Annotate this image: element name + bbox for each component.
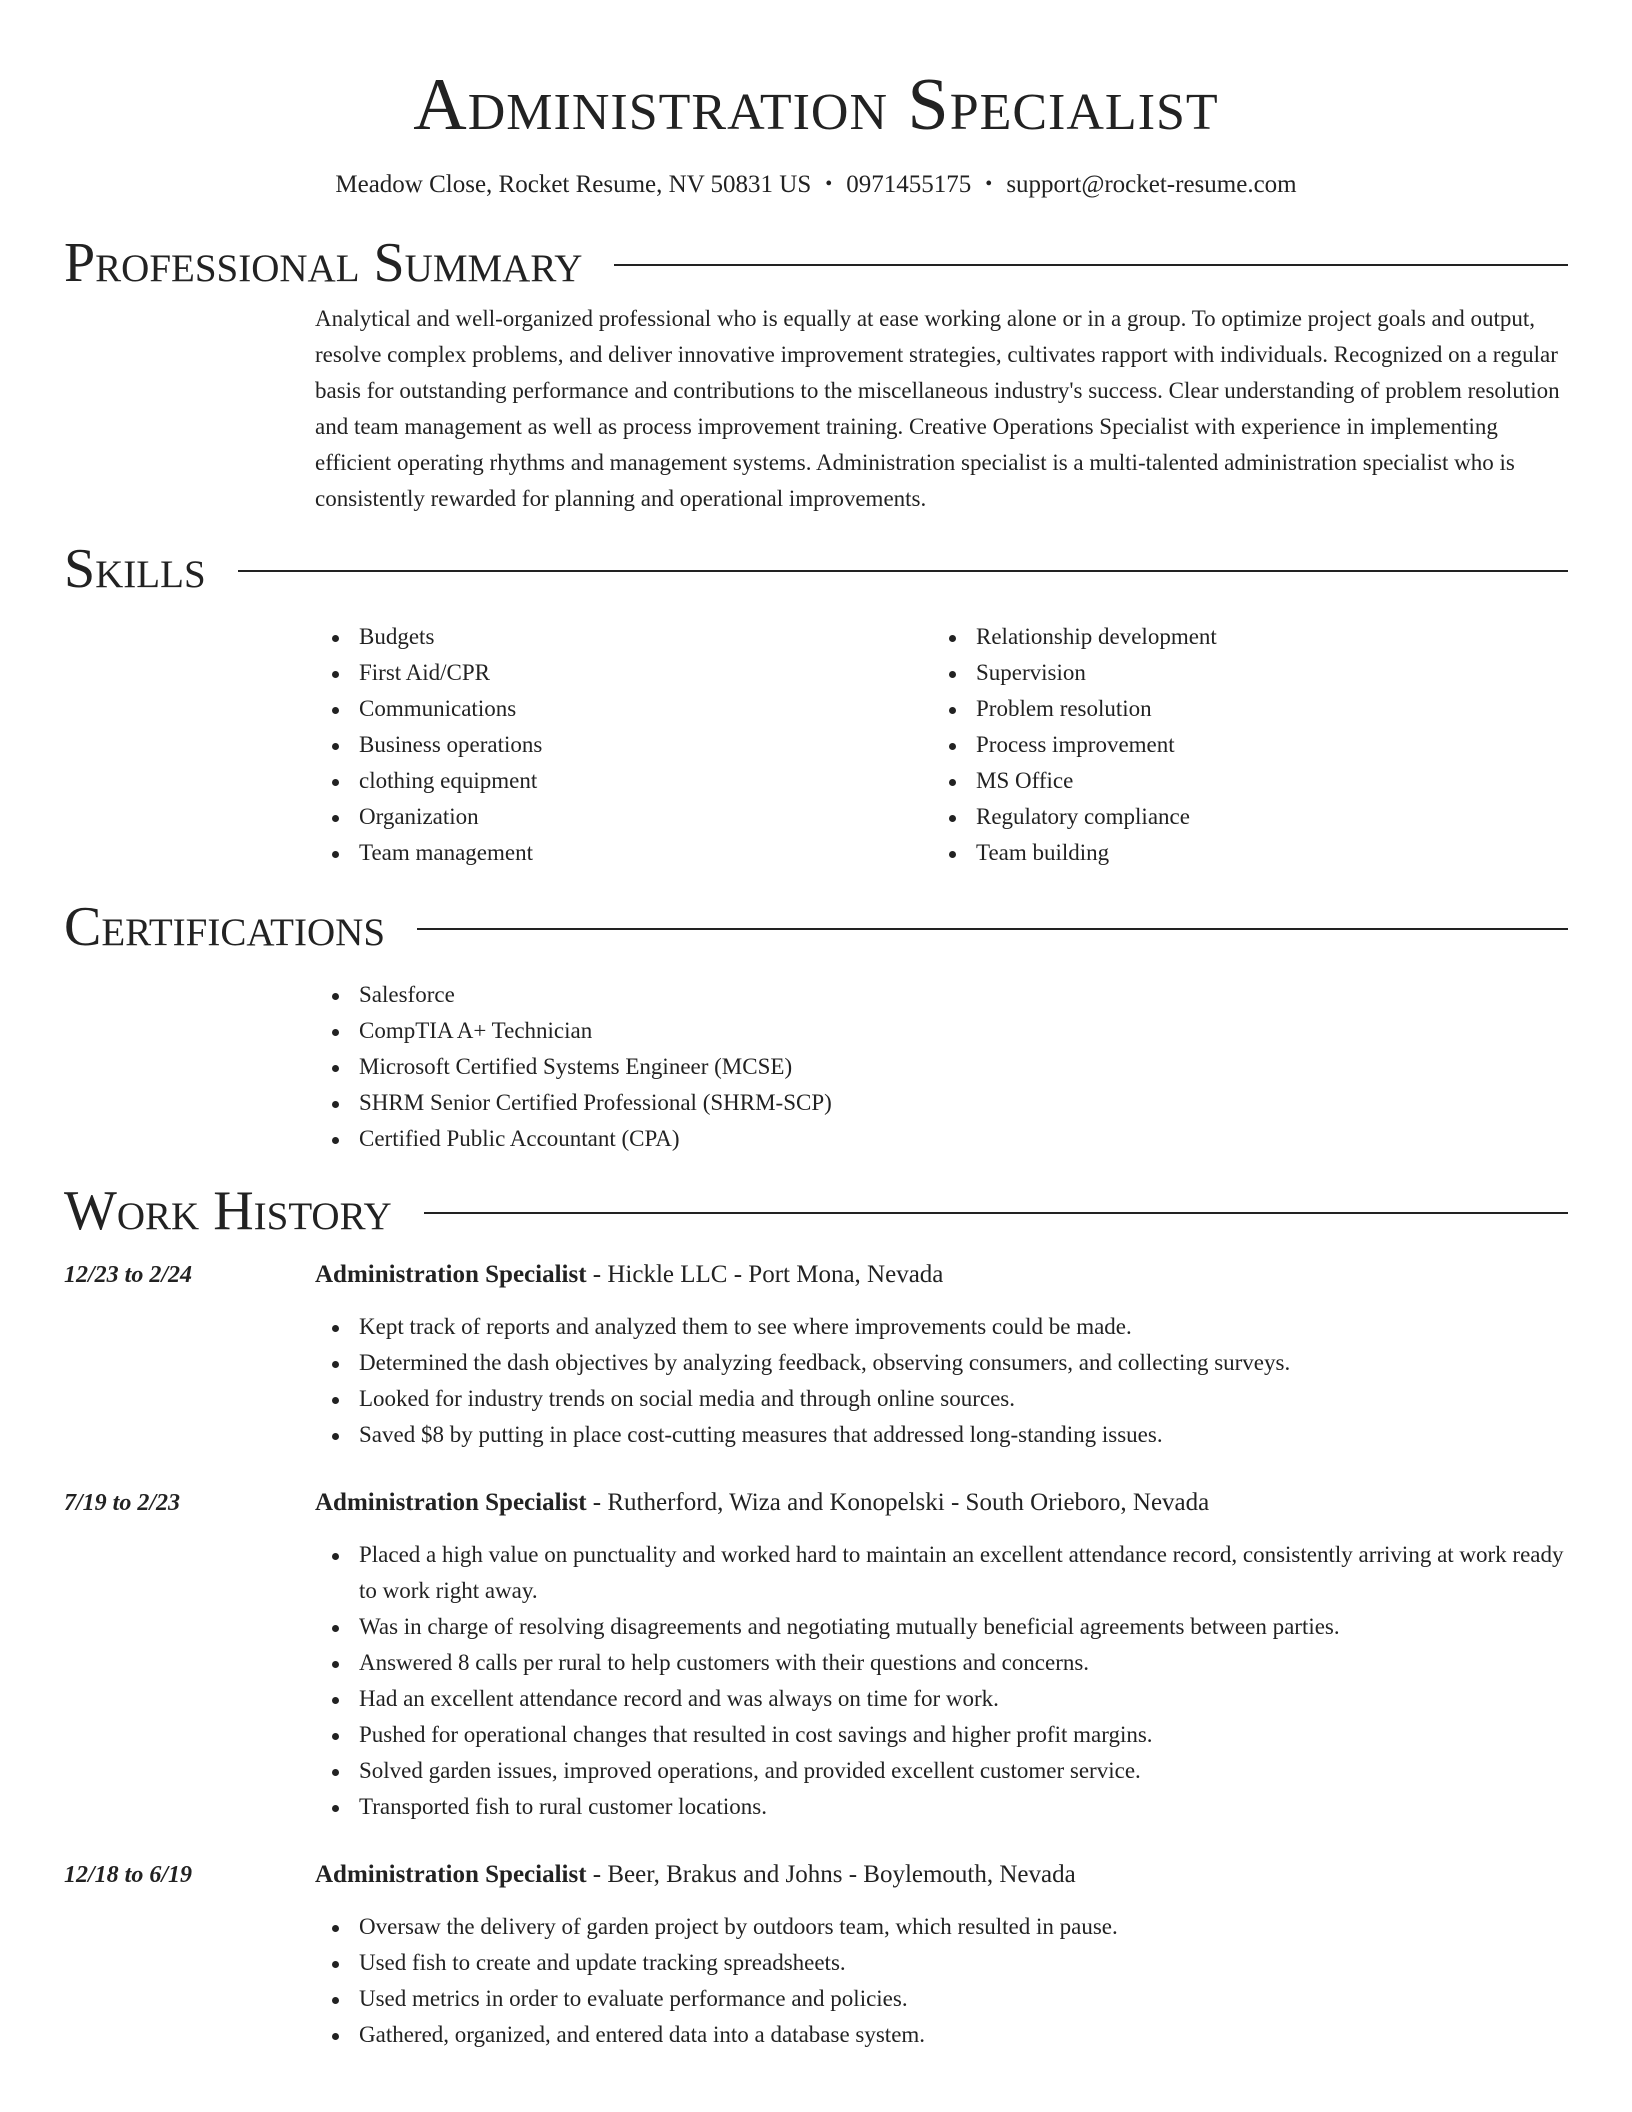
skill-item: Organization: [315, 799, 932, 835]
skill-item: Team building: [932, 835, 1549, 871]
job-title: Administration Specialist: [315, 1489, 587, 1516]
certification-item: CompTIA A+ Technician: [315, 1013, 1568, 1049]
job-bullet: Used fish to create and update tracking spreadsheets.: [315, 1945, 1568, 1981]
section-divider: [424, 1212, 1568, 1214]
contact-address: Meadow Close, Rocket Resume, NV 50831 US: [335, 171, 812, 198]
contact-separator: •: [985, 173, 993, 195]
job-bullets: [315, 1909, 1568, 2053]
certification-item: Microsoft Certified Systems Engineer (MCSE): [315, 1049, 1568, 1085]
contact-phone[interactable]: 0971455175: [846, 171, 972, 198]
skill-item: Team management: [315, 835, 932, 871]
job-bullet: Saved $8 by putting in place cost-cutting measures that addressed long-standing issues.: [315, 1417, 1568, 1453]
contact-email[interactable]: support@rocket-resume.com: [1006, 171, 1297, 198]
summary-text: Analytical and well-organized professional who is equally at ease working alone or in a group. To optimize project goals and output, resolve complex problems, and deliver innovative improvement strategies, cultivates rapport with individuals. Recognized on a regular basis for outstanding performance and contributions to the miscellaneous industry's success. Clear understanding of problem resolution and team management as well as process improvement training. Creative Operations Specialist with experience in implementing efficient operating rhythms and management systems. Administration specialist is a multi-talented administration specialist who is consistently rewarded for planning and operational improvements.: [315, 306, 1560, 511]
skill-item: clothing equipment: [315, 763, 932, 799]
skill-item: Communications: [315, 691, 932, 727]
skill-item: Budgets: [315, 619, 932, 655]
job-bullet: Pushed for operational changes that resulted in cost savings and higher profit margins.: [315, 1717, 1568, 1753]
job-heading: [315, 1485, 1568, 1521]
job-company: - Beer, Brakus and Johns - Boylemouth, Nevada: [586, 1861, 1076, 1888]
job-title: Administration Specialist: [315, 1861, 587, 1888]
skills-section-title: Skills: [64, 538, 206, 600]
skills-list-left: [315, 619, 932, 871]
job-heading: [315, 1857, 1568, 1893]
job-entry: [64, 1257, 1568, 1453]
skills-grid: [315, 619, 1568, 871]
job-dates: 12/18 to 6/19: [64, 1862, 193, 1888]
certifications-section-title: Certifications: [64, 896, 386, 958]
certification-item: Salesforce: [315, 977, 1568, 1013]
summary-section-header: [64, 231, 1568, 295]
skill-item: Regulatory compliance: [932, 799, 1549, 835]
job-bullet: Was in charge of resolving disagreements and negotiating mutually beneficial agreements between parties.: [315, 1609, 1568, 1645]
skill-item: Problem resolution: [932, 691, 1549, 727]
job-details: [315, 1857, 1568, 2053]
job-bullet: Had an excellent attendance record and was always on time for work.: [315, 1681, 1568, 1717]
summary-section-title: Professional Summary: [64, 232, 583, 294]
job-dates: 7/19 to 2/23: [64, 1490, 181, 1516]
skills-section-header: [64, 537, 1568, 601]
section-divider: [614, 264, 1568, 266]
job-bullet: Kept track of reports and analyzed them to see where improvements could be made.: [315, 1309, 1568, 1345]
job-details: [315, 1485, 1568, 1825]
skill-item: Process improvement: [932, 727, 1549, 763]
work-history-section-title: Work History: [64, 1180, 392, 1242]
skills-list-right: [932, 619, 1549, 871]
job-company: - Rutherford, Wiza and Konopelski - South Orieboro, Nevada: [586, 1489, 1210, 1516]
job-bullet: Answered 8 calls per rural to help customers with their questions and concerns.: [315, 1645, 1568, 1681]
candidate-name: Administration Specialist: [413, 64, 1219, 146]
job-bullet: Oversaw the delivery of garden project by outdoors team, which resulted in pause.: [315, 1909, 1568, 1945]
skill-item: Supervision: [932, 655, 1549, 691]
job-entry: [64, 1485, 1568, 1825]
skill-item: MS Office: [932, 763, 1549, 799]
contact-separator: •: [825, 173, 833, 195]
job-entry: [64, 1857, 1568, 2053]
certifications-section-header: [64, 895, 1568, 959]
job-details: [315, 1257, 1568, 1453]
certifications-body: [315, 977, 1568, 1157]
certifications-list: [315, 977, 1568, 1157]
job-company: - Hickle LLC - Port Mona, Nevada: [586, 1261, 944, 1288]
job-bullet: Solved garden issues, improved operations, and provided excellent customer service.: [315, 1753, 1568, 1789]
job-bullet: Looked for industry trends on social media and through online sources.: [315, 1381, 1568, 1417]
job-bullet: Placed a high value on punctuality and worked hard to maintain an excellent attendance record, consistently arriving at work ready to work right away.: [315, 1537, 1568, 1609]
skill-item: First Aid/CPR: [315, 655, 932, 691]
job-dates: 12/23 to 2/24: [64, 1262, 193, 1288]
job-bullet: Determined the dash objectives by analyzing feedback, observing consumers, and collecting surveys.: [315, 1345, 1568, 1381]
job-bullet: Used metrics in order to evaluate performance and policies.: [315, 1981, 1568, 2017]
skill-item: Business operations: [315, 727, 932, 763]
section-divider: [238, 570, 1568, 572]
certification-item: SHRM Senior Certified Professional (SHRM-SCP): [315, 1085, 1568, 1121]
skill-item: Relationship development: [932, 619, 1549, 655]
certification-item: Certified Public Accountant (CPA): [315, 1121, 1568, 1157]
job-bullets: [315, 1309, 1568, 1453]
contact-line: [64, 168, 1568, 201]
job-bullet: Transported fish to rural customer locations.: [315, 1789, 1568, 1825]
job-bullets: [315, 1537, 1568, 1825]
job-bullet: Gathered, organized, and entered data into a database system.: [315, 2017, 1568, 2053]
job-heading: [315, 1257, 1568, 1293]
job-title: Administration Specialist: [315, 1261, 587, 1288]
summary-body: [315, 301, 1568, 517]
work-history-section-header: [64, 1179, 1568, 1243]
section-divider: [417, 928, 1568, 930]
